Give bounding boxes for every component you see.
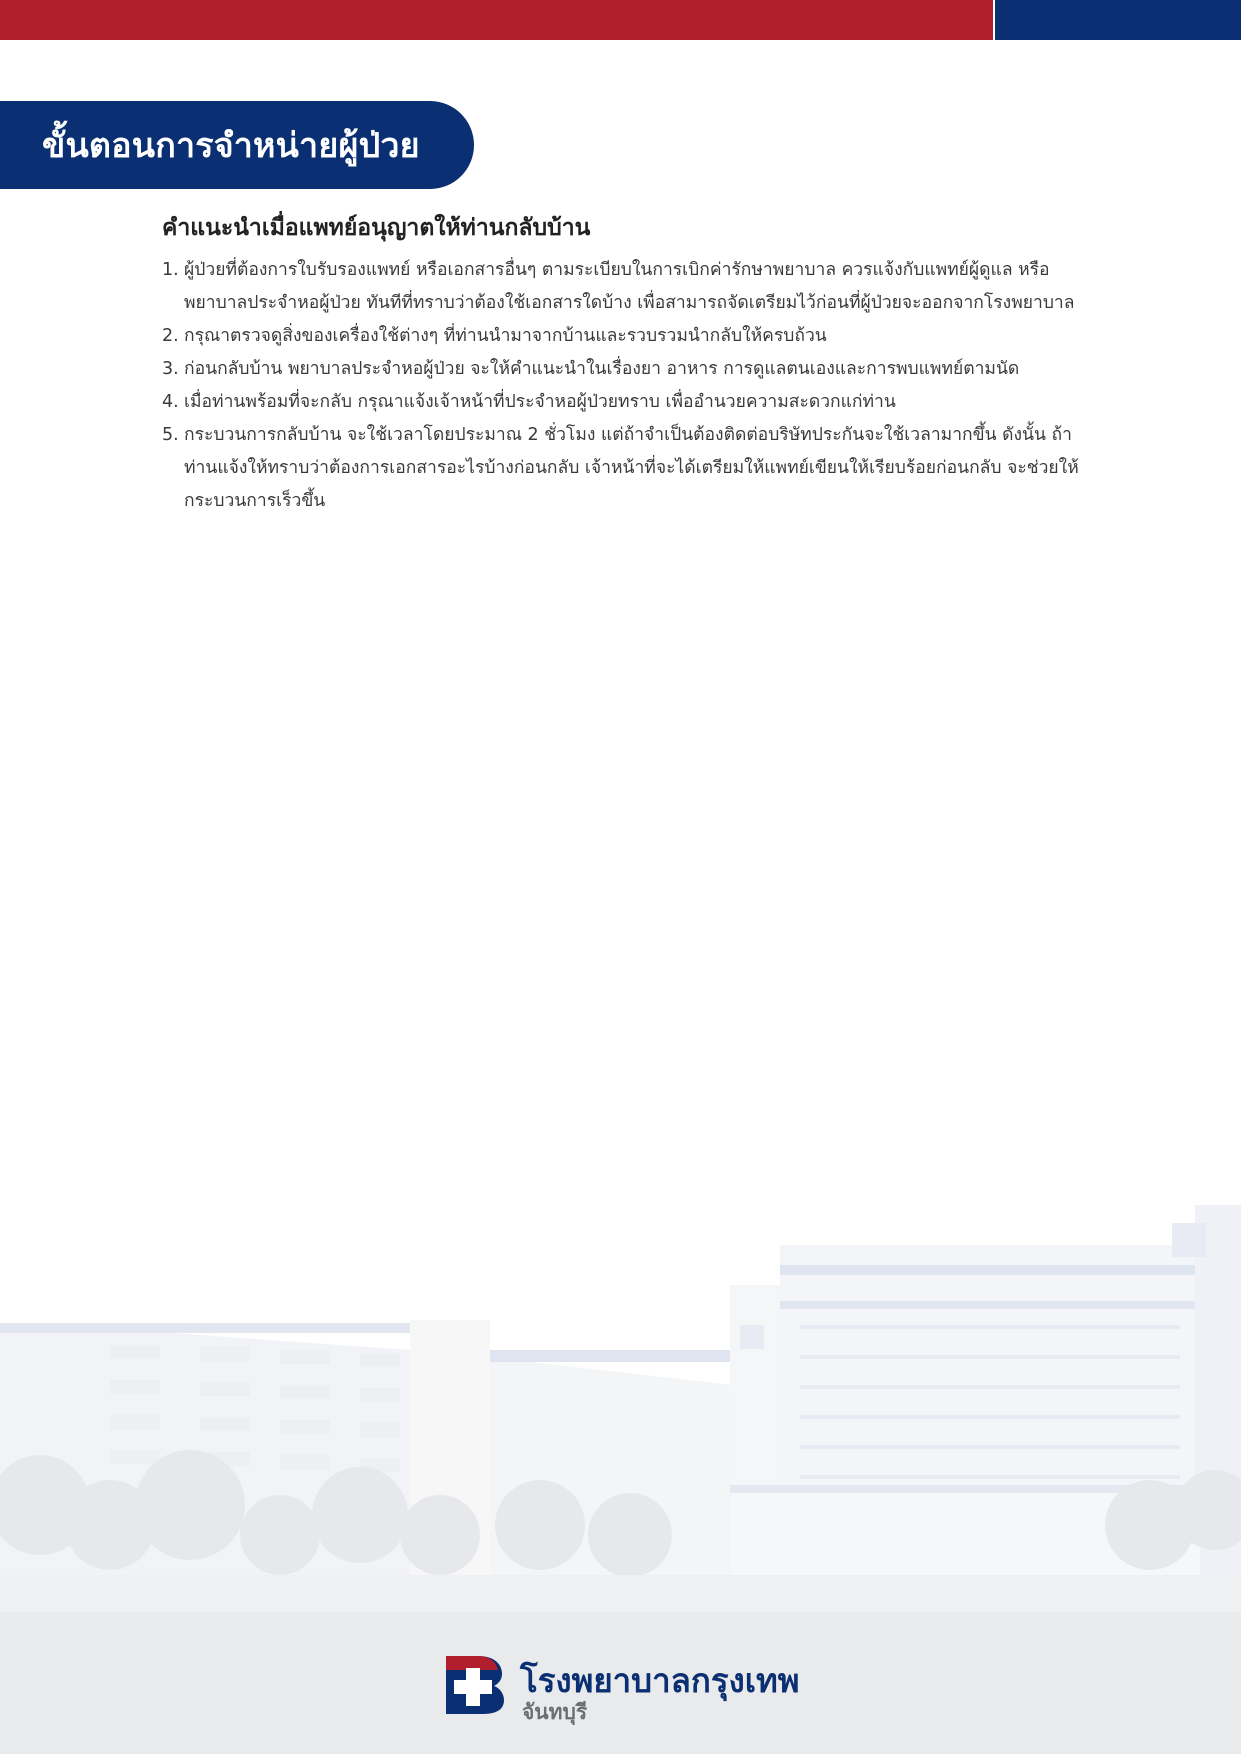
title-banner [0,101,474,189]
hospital-name: โรงพยาบาลกรุงเทพ [520,1661,800,1700]
bdms-cross-logo-icon [442,1652,508,1718]
list-item-number: 1. [162,260,179,280]
list-item-text: ผู้ป่วยที่ต้องการใบรับรองแพทย์ หรือเอกสารอื่นๆ ตามระเบียบในการเบิกค่ารักษาพยาบาล ควรแจ้งกับแพทย์ผู้ดูแล หรือพยาบาลประจำหอผู้ป่วย ทันทีที่ทราบว่าต้องใช้เอกสารใดบ้าง เพื่อสามารถจัดเตรียมไว้ก่อนที่ผู้ป่วยจะออกจากโรงพยาบาล [184,260,1075,313]
content-section [162,210,1092,518]
hospital-building-illustration [0,1205,1241,1615]
list-item-text: ก่อนกลับบ้าน พยาบาลประจำหอผู้ป่วย จะให้คำแนะนำในเรื่องยา อาหาร การดูแลตนเองและการพบแพทย์ตามนัด [184,359,1020,379]
top-bar-red [0,0,993,40]
page-title: ขั้นตอนการจำหน่ายผู้ป่วย [42,126,420,166]
list-item [162,419,1092,518]
list-item-number: 2. [162,326,179,346]
footer [0,1612,1241,1754]
list-item-number: 4. [162,392,179,412]
instruction-list [162,254,1092,518]
section-heading: คำแนะนำเมื่อแพทย์อนุญาตให้ท่านกลับบ้าน [162,215,591,241]
list-item-text: กรุณาตรวจดูสิ่งของเครื่องใช้ต่างๆ ที่ท่านนำมาจากบ้านและรวบรวมนำกลับให้ครบถ้วน [184,326,827,346]
list-item-text: เมื่อท่านพร้อมที่จะกลับ กรุณาแจ้งเจ้าหน้าที่ประจำหอผู้ป่วยทราบ เพื่ออำนวยความสะดวกแก่ท่าน [184,392,896,412]
list-item-number: 5. [162,425,179,445]
list-item-number: 3. [162,359,179,379]
list-item [162,386,1092,419]
hospital-branch: จันทบุรี [522,1700,588,1724]
list-item [162,353,1092,386]
list-item [162,254,1092,320]
list-item [162,320,1092,353]
top-bar-blue [995,0,1241,40]
list-item-text: กระบวนการกลับบ้าน จะใช้เวลาโดยประมาณ 2 ชั่วโมง แต่ถ้าจำเป็นต้องติดต่อบริษัทประกันจะใช้เวลามากขึ้น ดังนั้น ถ้าท่านแจ้งให้ทราบว่าต้องการเอกสารอะไรบ้างก่อนกลับ เจ้าหน้าที่จะได้เตรียมให้แพทย์เขียนให้เรียบร้อยก่อนกลับ จะช่วยให้กระบวนการเร็วขึ้น [184,425,1079,511]
